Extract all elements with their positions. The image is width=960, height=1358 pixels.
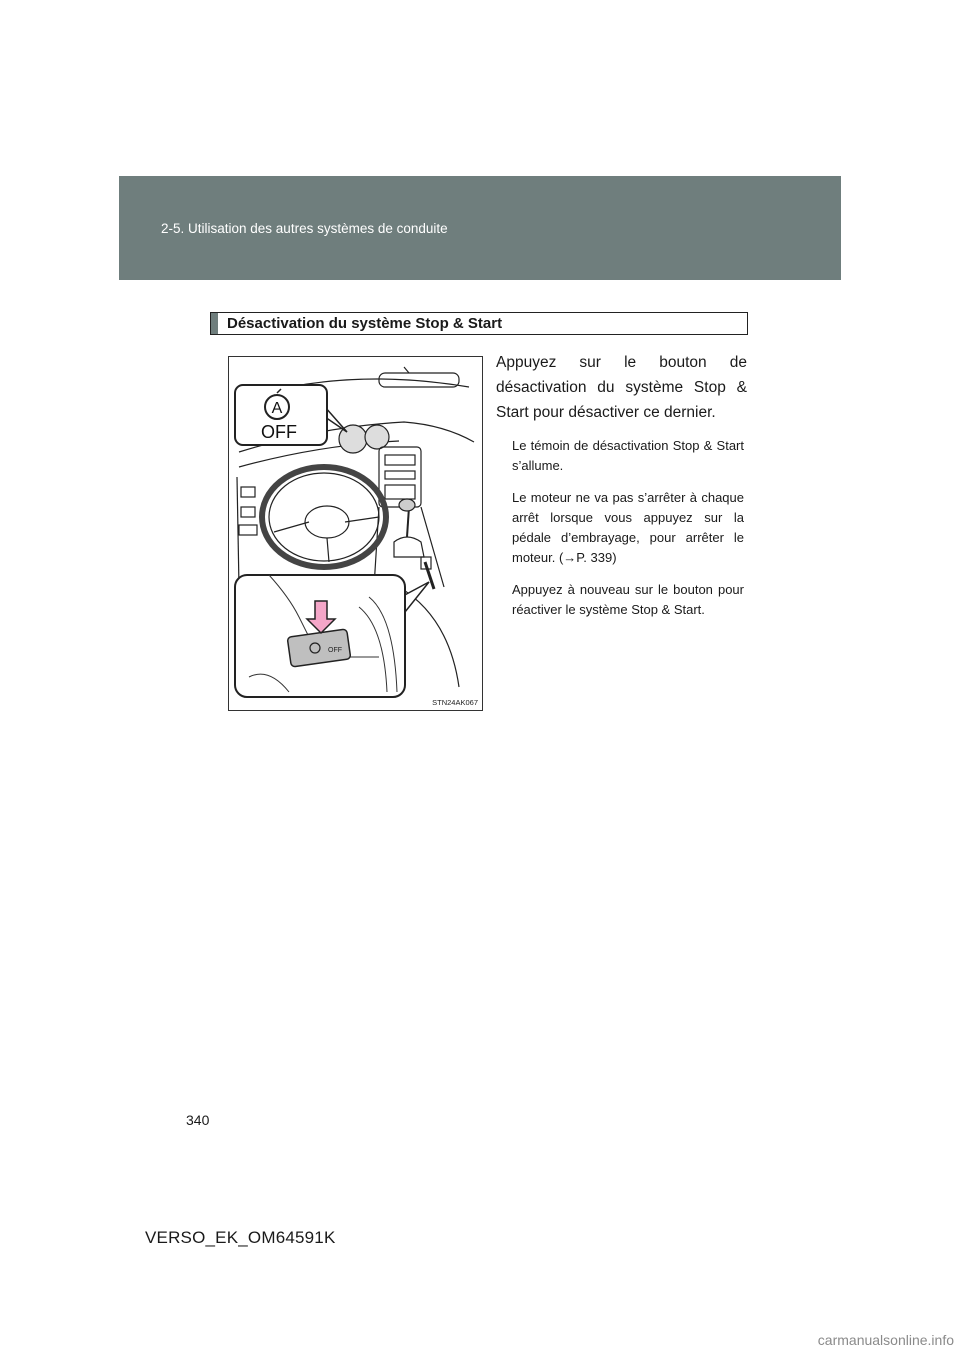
note-engine: Le moteur ne va pas s’arrêter à chaque arrêt lorsque vous appuyez sur la pédale d’embrayage, pour arrêter le moteur. (→P. 339) xyxy=(512,490,744,565)
dashboard-illustration xyxy=(228,356,483,711)
callout-letter: A xyxy=(271,400,283,417)
figure-code: STN24AK067 xyxy=(432,698,478,707)
note-indicator: Le témoin de désactivation Stop & Start s’allume. xyxy=(512,438,744,473)
watermark: carmanualsonline.info xyxy=(817,1332,954,1348)
callout-off-label: OFF xyxy=(261,422,297,442)
chapter-heading: 2-5. Utilisation des autres systèmes de conduite xyxy=(161,221,448,236)
button-callout xyxy=(235,575,429,697)
page-number: 340 xyxy=(186,1112,210,1128)
title-accent-bar xyxy=(211,313,218,334)
document-code: VERSO_EK_OM64591K xyxy=(145,1228,336,1247)
instruction-text: Appuyez sur le bouton de désactivation du système Stop & Start pour désactiver ce dernier. xyxy=(496,354,747,421)
dashboard-drawing xyxy=(229,357,482,710)
note-reactivate: Appuyez à nouveau sur le bouton pour réactiver le système Stop & Start. xyxy=(512,582,744,617)
off-callout xyxy=(235,385,347,445)
section-title-box xyxy=(210,312,748,335)
svg-text:OFF: OFF xyxy=(328,647,342,654)
notes-list xyxy=(512,436,744,632)
section-title: Désactivation du système Stop & Start xyxy=(227,315,503,332)
